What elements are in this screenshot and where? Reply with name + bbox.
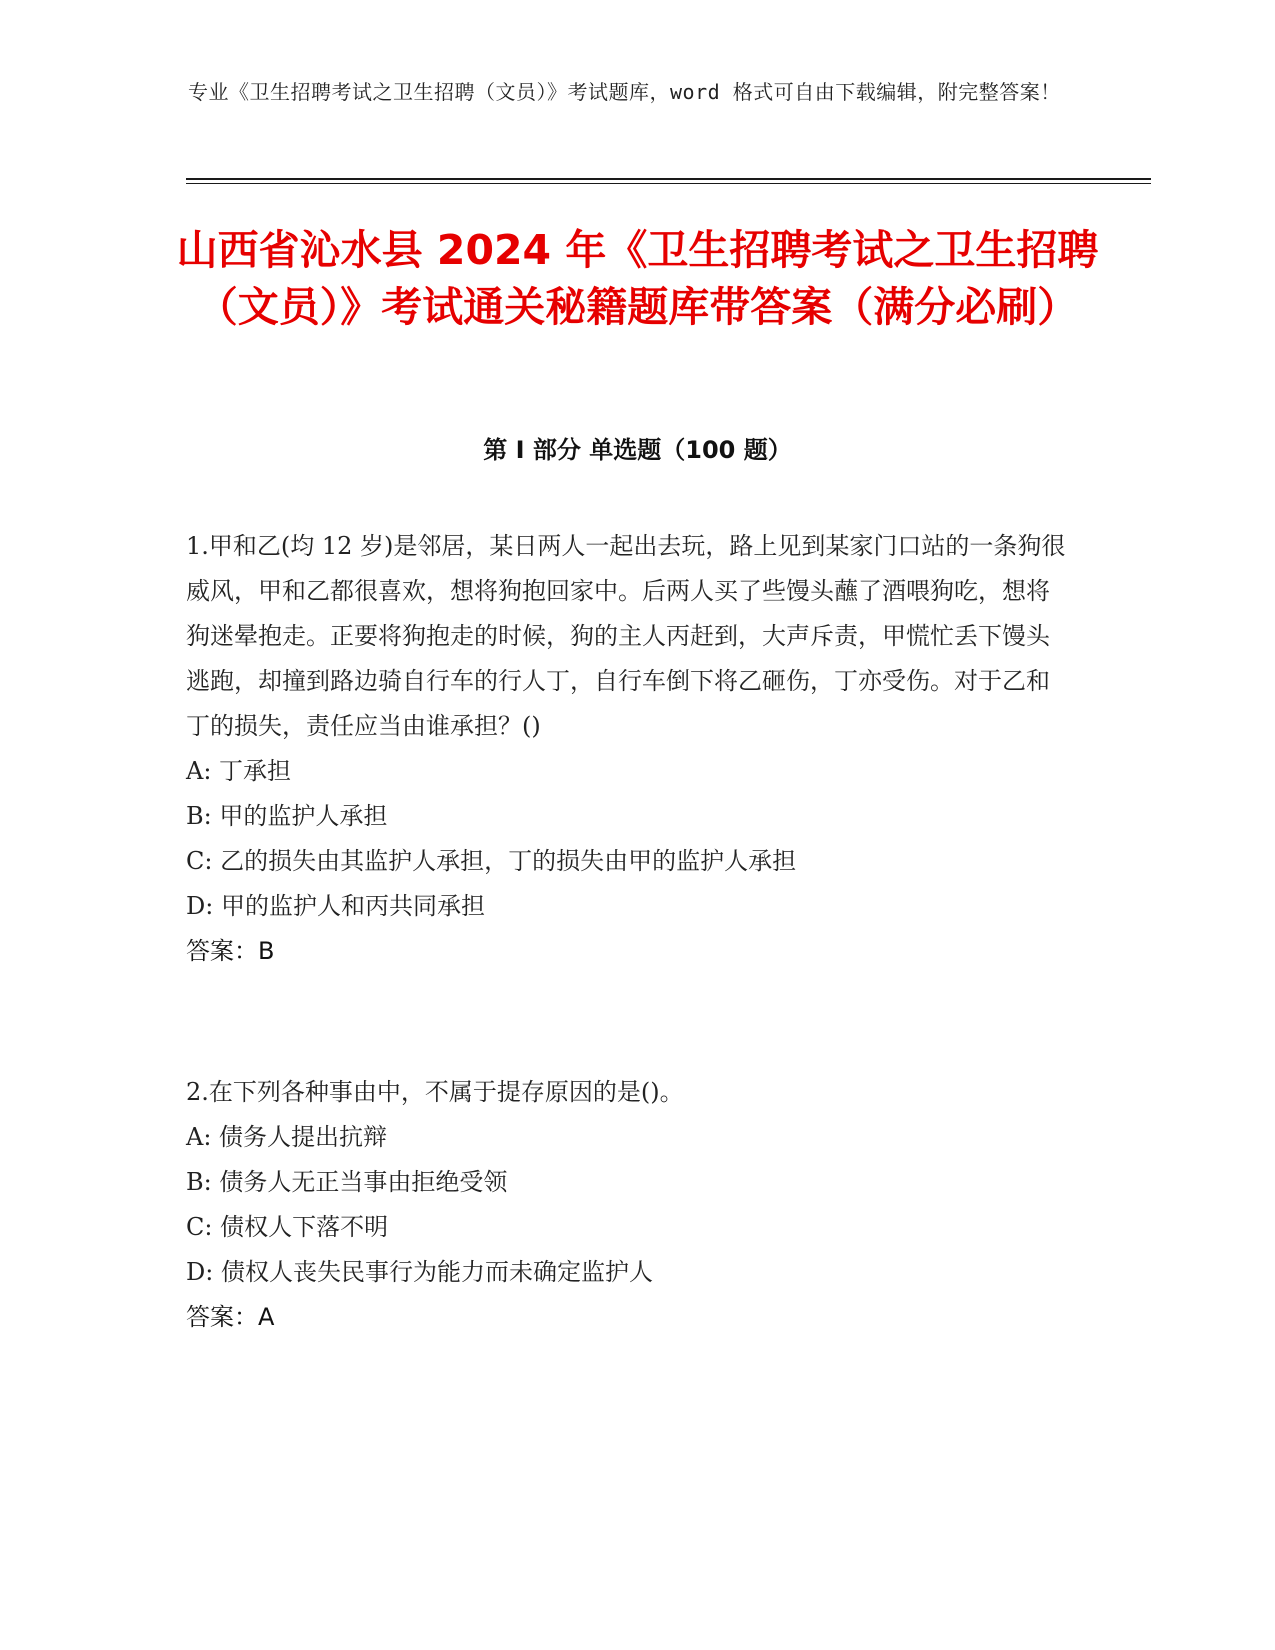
option-b: B: 甲的监护人承担 <box>186 802 388 830</box>
document-title: 山西省沁水县 2024 年《卫生招聘考试之卫生招聘（文员）》考试通关秘籍题库带答案（满分必刷） <box>176 226 1099 331</box>
question-stem: 1.甲和乙(均 12 岁)是邻居，某日两人一起出去玩，路上见到某家门口站的一条狗很威风，甲和乙都很喜欢，想将狗抱回家中。后两人买了些馒头蘸了酒喂狗吃，想将狗迷晕抱走。正要将狗抱走的时候，狗的主人丙赶到，大声斥责，甲慌忙丢下馒头逃跑，却撞到路边骑自行车的行人丁，自行车倒下将乙砸伤，丁亦受伤。对于乙和丁的损失，责任应当由谁承担？() <box>186 532 1066 740</box>
option-c: C: 债权人下落不明 <box>186 1213 389 1241</box>
header-divider-thick <box>186 178 1151 180</box>
option-a: A: 债务人提出抗辩 <box>186 1123 388 1151</box>
question-1 <box>186 524 1066 974</box>
section-title: 第 I 部分 单选题（100 题） <box>483 436 792 464</box>
option-c: C: 乙的损失由其监护人承担，丁的损失由甲的监护人承担 <box>186 847 797 875</box>
option-d: D: 债权人丧失民事行为能力而未确定监护人 <box>186 1258 653 1286</box>
answer: 答案：B <box>186 937 275 965</box>
question-2 <box>186 1070 1066 1340</box>
answer: 答案：A <box>186 1303 275 1331</box>
header-note: 专业《卫生招聘考试之卫生招聘（文员）》考试题库，word 格式可自由下载编辑，附完整答案！ <box>188 80 1061 104</box>
option-d: D: 甲的监护人和丙共同承担 <box>186 892 485 920</box>
option-a: A: 丁承担 <box>186 757 292 785</box>
option-b: B: 债务人无正当事由拒绝受领 <box>186 1168 508 1196</box>
question-stem: 2.在下列各种事由中，不属于提存原因的是()。 <box>186 1078 684 1106</box>
header-divider-thin <box>186 183 1151 184</box>
